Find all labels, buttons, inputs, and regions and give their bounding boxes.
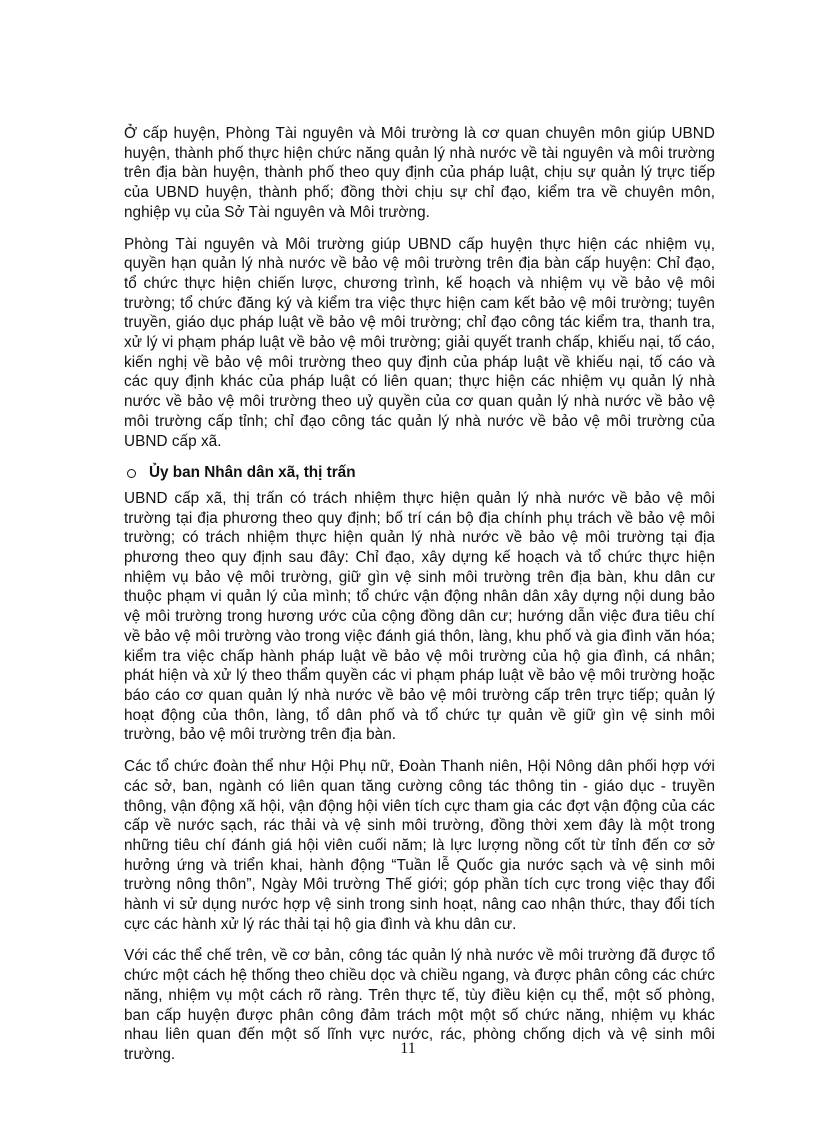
document-body (124, 124, 715, 1077)
circle-bullet-icon (127, 469, 136, 478)
paragraph-mass-organizations: Các tổ chức đoàn thể như Hội Phụ nữ, Đoàn Thanh niên, Hội Nông dân phối hợp với các sở, ban, ngành có liên quan tăng cường công tác thông tin - giáo dục - truyền thông, vận động xã hội, vận động hội viên tích cực tham gia các đợt vận động của các cấp về nước sạch, rác thải và vệ sinh môi trường, đồng thời xem đây là một trong những tiêu chí đánh giá hội viên cuối năm; là lực lượng nồng cốt từ tỉnh đến cơ sở hưởng ứng và triển khai, hành động “Tuần lễ Quốc gia nước sạch và vệ sinh môi trường nông thôn”, Ngày Môi trường Thế giới; góp phần tích cực trong việc thay đổi hành vi sử dụng nước hợp vệ sinh trong sinh hoạt, nâng cao nhận thức, thay đổi tích cực các hành xử lý rác thải tại hộ gia đình và khu dân cư. (124, 758, 715, 933)
page-number: 11 (400, 1040, 416, 1057)
section-heading-text: Ủy ban Nhân dân xã, thị trấn (149, 464, 356, 482)
paragraph-district-level: Ở cấp huyện, Phòng Tài nguyên và Môi trường là cơ quan chuyên môn giúp UBND huyện, thành phố thực hiện chức năng quản lý nhà nước về tài nguyên và môi trường trên địa bàn huyện, thành phố theo quy định của pháp luật, chịu sự quản lý trực tiếp của UBND huyện, thành phố; đồng thời chịu sự chỉ đạo, kiểm tra về chuyên môn, nghiệp vụ của Sở Tài nguyên và Môi trường. (124, 125, 715, 221)
paragraph-district-office-duties: Phòng Tài nguyên và Môi trường giúp UBND cấp huyện thực hiện các nhiệm vụ, quyền hạn quản lý nhà nước về bảo vệ môi trường trên địa bàn cấp huyện: Chỉ đạo, tổ chức thực hiện chiến lược, chương trình, kế hoạch và nhiệm vụ về bảo vệ môi trường; tổ chức đăng ký và kiểm tra việc thực hiện cam kết bảo vệ môi trường; tuyên truyền, giáo dục pháp luật về bảo vệ môi trường; chỉ đạo công tác kiểm tra, thanh tra, xử lý vi phạm pháp luật về bảo vệ môi trường; giải quyết tranh chấp, khiếu nại, tố cáo, kiến nghị về bảo vệ môi trường theo quy định của pháp luật về khiếu nại, tố cáo và các quy định khác của pháp luật có liên quan; thực hiện các nhiệm vụ quản lý nhà nước về bảo vệ môi trường theo uỷ quyền của cơ quan quản lý nhà nước về bảo vệ môi trường cấp tỉnh; chỉ đạo công tác quản lý nhà nước về bảo vệ môi trường của UBND cấp xã. (124, 235, 715, 450)
paragraph-conclusion: Với các thể chế trên, về cơ bản, công tác quản lý nhà nước về môi trường đã được tổ chức một cách hệ thống theo chiều dọc và chiều ngang, và được phân công các chức năng, nhiệm vụ một cách rõ ràng. Trên thực tế, tùy điều kiện cụ thể, một số phòng, ban cấp huyện được phân công đảm trách một một số chức năng, nhiệm vụ khác nhau liên quan đến một số lĩnh vực nước, rác, phòng chống dịch và vệ sinh môi trường. (124, 947, 715, 1063)
section-heading (124, 463, 715, 483)
paragraph-commune-level: UBND cấp xã, thị trấn có trách nhiệm thực hiện quản lý nhà nước về bảo vệ môi trường tại địa phương theo quy định; bố trí cán bộ địa chính phụ trách về bảo vệ môi trường; có trách nhiệm thực hiện quản lý nhà nước về bảo vệ môi trường tại địa phương theo quy định sau đây: Chỉ đạo, xây dựng kế hoạch và tổ chức thực hiện nhiệm vụ bảo vệ môi trường, giữ gìn vệ sinh môi trường trên địa bàn, khu dân cư thuộc phạm vi quản lý của mình; tổ chức vận động nhân dân xây dựng nội dung bảo vệ môi trường trong hương ước của cộng đồng dân cư; hướng dẫn việc đưa tiêu chí về bảo vệ môi trường vào trong việc đánh giá thôn, làng, khu phố và gia đình văn hóa; kiểm tra việc chấp hành pháp luật về bảo vệ môi trường của hộ gia đình, cá nhân; phát hiện và xử lý theo thẩm quyền các vi phạm pháp luật về bảo vệ môi trường hoặc báo cáo cơ quan quản lý nhà nước về bảo vệ môi trường cấp trên trực tiếp; quản lý hoạt động của thôn, làng, tổ dân phố và tổ chức tự quản về giữ gìn vệ sinh môi trường, bảo vệ môi trường trên địa bàn. (124, 489, 715, 744)
